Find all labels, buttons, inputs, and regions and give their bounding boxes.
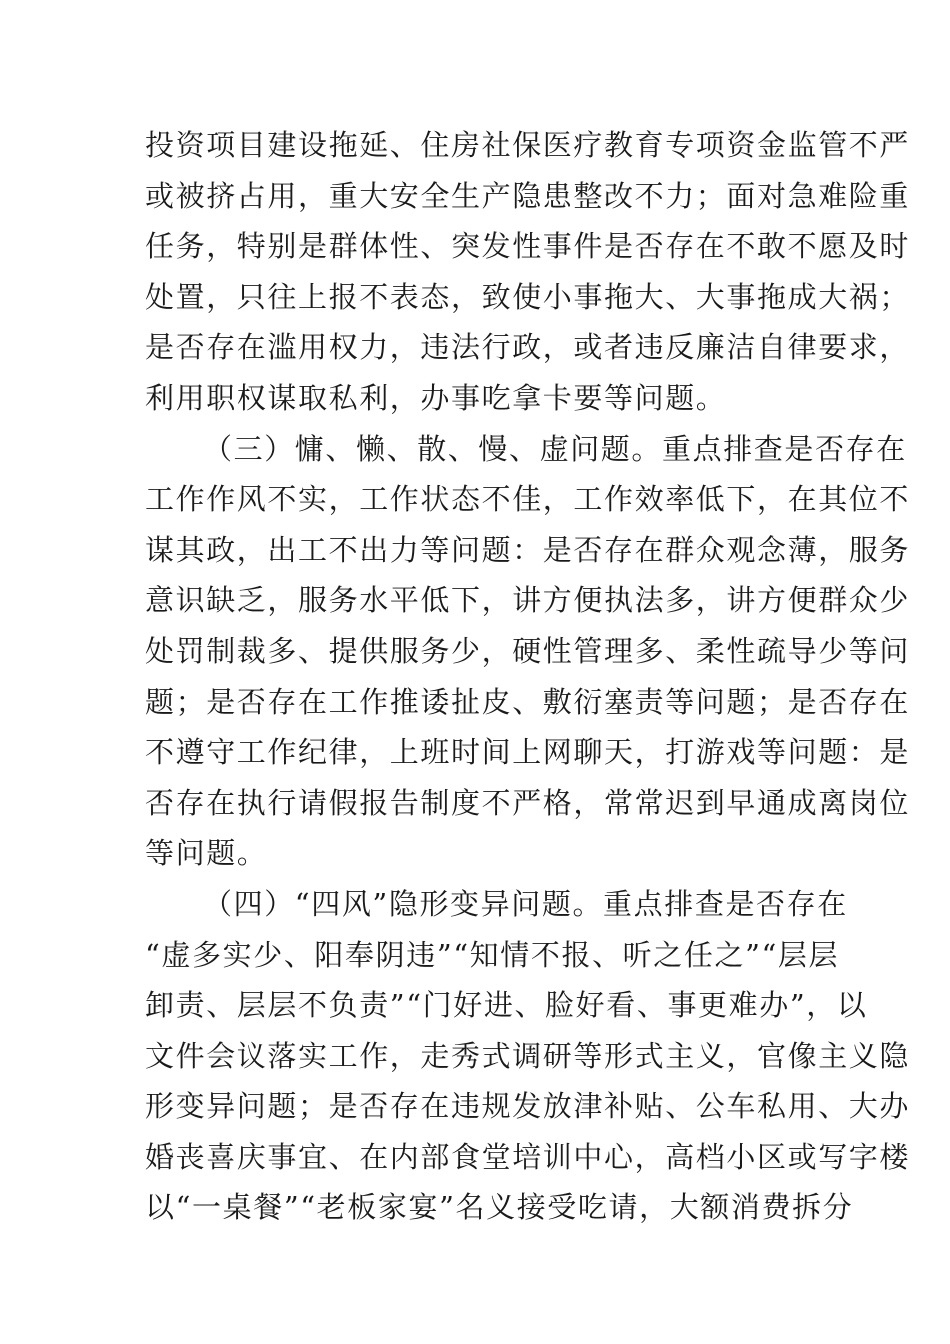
text-line: 任务，特别是群体性、突发性事件是否存在不敢不愿及时 [145,229,911,264]
text-line: 意识缺乏，服务水平低下，讲方便执法多，讲方便群众少 [145,583,911,618]
section-heading-4: （四）“四风”隐形变异问题。重点排查是否存在 [203,886,848,921]
text-line: 谋其政，出工不出力等问题：是否存在群众观念薄，服务 [145,532,911,567]
text-line: “虚多实少、阳奉阴违”“知情不报、听之任之”“层层 [145,937,840,972]
text-line: 处置，只往上报不表态，致使小事拖大、大事拖成大祸； [145,279,911,314]
text-line: 处罚制裁多、提供服务少，硬性管理多、柔性疏导少等问 [145,633,911,668]
text-line: 不遵守工作纪律，上班时间上网聊天，打游戏等问题：是 [145,735,911,770]
text-line: 以“一桌餐”“老板家宴”名义接受吃请，大额消费拆分 [145,1190,854,1225]
document-body [145,120,911,1233]
text-line: 工作作风不实，工作状态不佳，工作效率低下，在其位不 [145,482,911,517]
text-line: 卸责、层层不负责”“门好进、脸好看、事更难办”，以 [145,988,868,1023]
text-line: 文件会议落实工作，走秀式调研等形式主义，官像主义隐 [145,1038,911,1073]
section-heading-3: （三）慵、懒、散、慢、虚问题。重点排查是否存在 [203,431,907,466]
text-line: 题；是否存在工作推诿扯皮、敷衍塞责等问题；是否存在 [145,684,911,719]
text-line: 形变异问题；是否存在违规发放津补贴、公车私用、大办 [145,1089,911,1124]
text-line: 投资项目建设拖延、住房社保医疗教育专项资金监管不严 [145,128,911,162]
text-line: 或被挤占用，重大安全生产隐患整改不力；面对急难险重 [145,178,911,213]
text-line: 否存在执行请假报告制度不严格，常常迟到早通成离岗位 [145,785,911,820]
text-line: 是否存在滥用权力，违法行政，或者违反廉洁自律要求， [145,330,911,365]
text-line: 等问题。 [145,836,268,871]
text-line: 利用职权谋取私利，办事吃拿卡要等问题。 [145,380,727,415]
text-line: 婚丧喜庆事宜、在内部食堂培训中心，高档小区或写字楼 [145,1139,911,1174]
